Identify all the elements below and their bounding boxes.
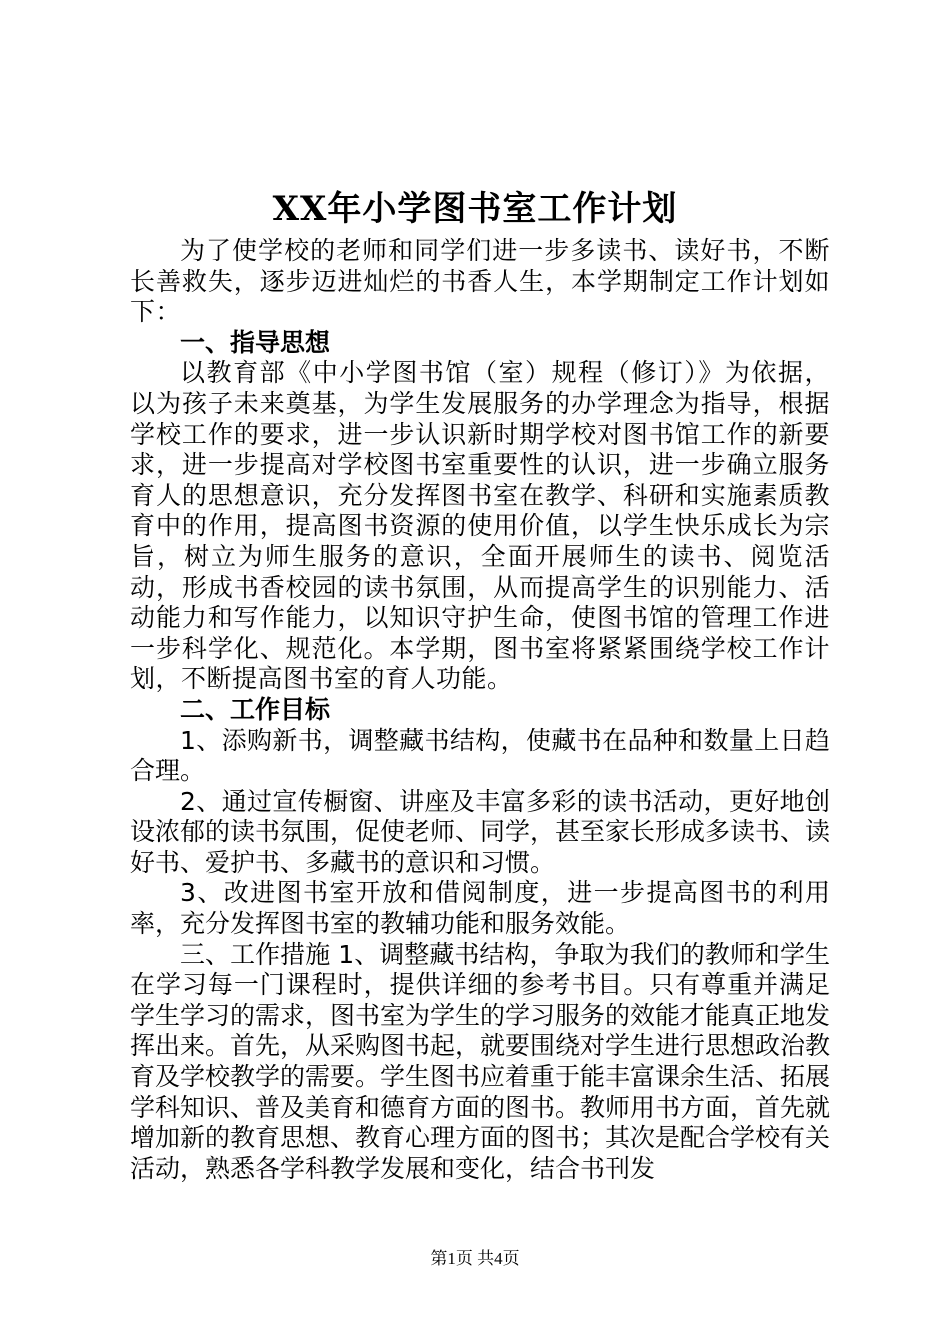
intro-paragraph: 为了使学校的老师和同学们进一步多读书、读好书，不断长善救失，逐步迈进灿烂的书香人生，本学期制定工作计划如下： <box>130 236 830 327</box>
guiding-ideology-paragraph: 以教育部《中小学图书馆（室）规程（修订）》为依据，以为孩子未来奠基，为学生发展服务的办学理念为指导，根据学校工作的要求，进一步认识新时期学校对图书馆工作的新要求，进一步提高对学校图书室重要性的认识，进一步确立服务育人的思想意识，充分发挥图书室在教学、科研和实施素质教育中的作用，提高图书资源的使用价值，以学生快乐成长为宗旨，树立为师生服务的意识，全面开展师生的读书、阅览活动，形成书香校园的读书氛围，从而提高学生的识别能力、活动能力和写作能力，以知识守护生命，使图书馆的管理工作进一步科学化、规范化。本学期，图书室将紧紧围绕学校工作计划，不断提高图书室的育人功能。 <box>130 358 830 694</box>
document-body <box>130 236 830 1184</box>
goal-item-2: 2、通过宣传橱窗、讲座及丰富多彩的读书活动，更好地创设浓郁的读书氛围，促使老师、同学，甚至家长形成多读书、读好书、爱护书、多藏书的意识和习惯。 <box>130 786 831 877</box>
work-measures-lead: 三、工作措施 1、调整藏书结构，争取为我们的教师和学生在学习每一门课程时，提供详细的参考书目。 <box>130 939 830 1000</box>
document-title: XX年小学图书室工作计划 <box>272 189 678 229</box>
section-heading-work-goals: 二、工作目标 <box>180 694 331 724</box>
section-heading-guiding-ideology: 一、指导思想 <box>180 327 331 357</box>
work-measures-paragraph <box>130 940 830 1185</box>
goal-item-1: 1、添购新书，调整藏书结构，使藏书在品种和数量上日趋合理。 <box>130 725 830 786</box>
goal-item-3: 3、改进图书室开放和借阅制度，进一步提高图书的利用率，充分发挥图书室的教辅功能和服务效能。 <box>130 878 830 939</box>
page-footer: 第1页 共4页 <box>430 1249 520 1268</box>
work-measures-body: 只有尊重并满足学生学习的需求，图书室为学生的学习服务的效能才能真正地发挥出来。首先，从采购图书起，就要围绕对学生进行思想政治教育及学校教学的需要。学生图书应着重于能丰富课余生活、拓展学科知识、普及美育和德育方面的图书。教师用书方面，首先就增加新的教育思想、教育心理方面的图书；其次是配合学校有关活动，熟悉各学科教学发展和变化，结合书刊发 <box>130 970 831 1183</box>
